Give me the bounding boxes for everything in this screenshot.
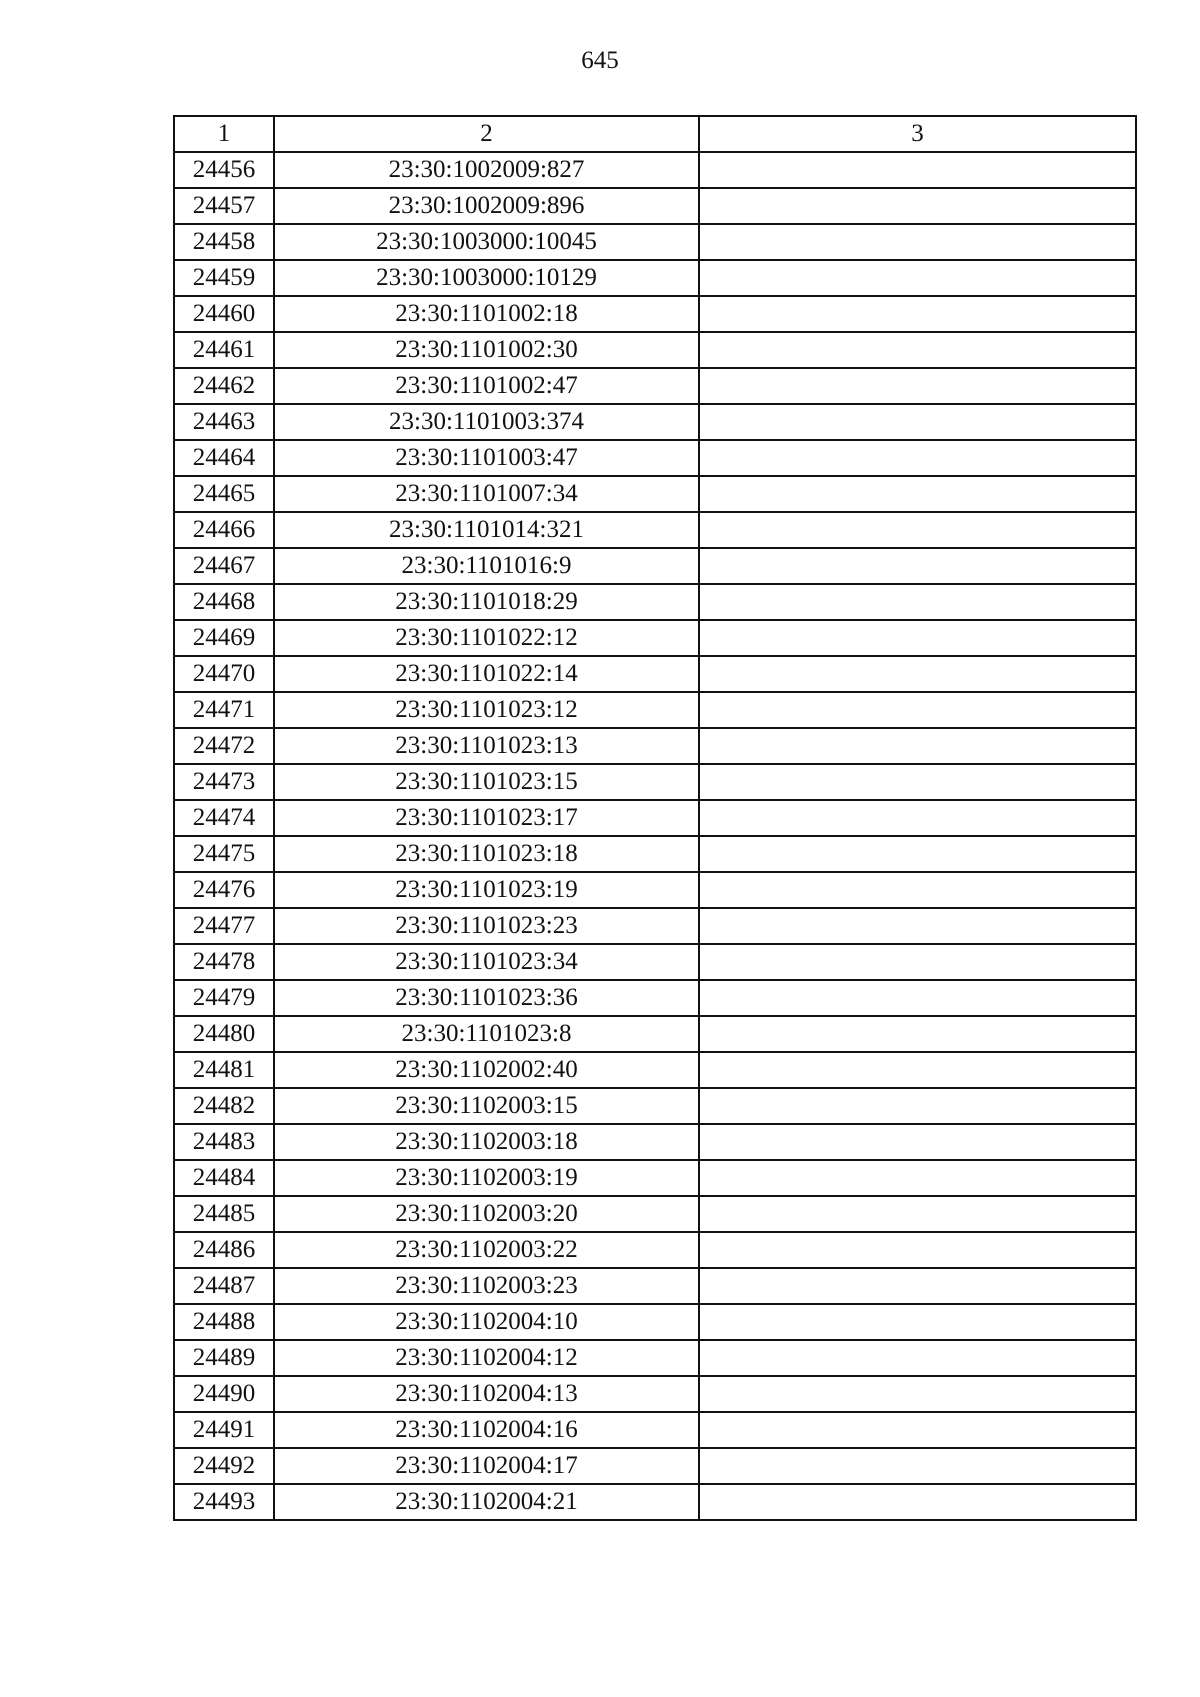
- cadastral-number-cell: 23:30:1102003:22: [274, 1232, 699, 1268]
- note-cell: [699, 1448, 1136, 1484]
- table-row: [174, 1196, 1136, 1232]
- row-number-cell: 24462: [174, 368, 274, 404]
- table-row: [174, 908, 1136, 944]
- table-row: [174, 764, 1136, 800]
- table-row: [174, 728, 1136, 764]
- cadastral-number-cell: 23:30:1101023:36: [274, 980, 699, 1016]
- table-header: [174, 116, 1136, 152]
- table-row: [174, 1232, 1136, 1268]
- row-number-cell: 24460: [174, 296, 274, 332]
- table-row: [174, 1160, 1136, 1196]
- row-number-cell: 24491: [174, 1412, 274, 1448]
- row-number-cell: 24463: [174, 404, 274, 440]
- note-cell: [699, 872, 1136, 908]
- note-cell: [699, 1088, 1136, 1124]
- table-row: [174, 1016, 1136, 1052]
- row-number-cell: 24489: [174, 1340, 274, 1376]
- cadastral-number-cell: 23:30:1101002:47: [274, 368, 699, 404]
- table-row: [174, 584, 1136, 620]
- note-cell: [699, 404, 1136, 440]
- cadastral-number-cell: 23:30:1101007:34: [274, 476, 699, 512]
- note-cell: [699, 1052, 1136, 1088]
- row-number-cell: 24493: [174, 1484, 274, 1520]
- row-number-cell: 24484: [174, 1160, 274, 1196]
- table-body: [174, 152, 1136, 1520]
- table-row: [174, 368, 1136, 404]
- row-number-cell: 24458: [174, 224, 274, 260]
- cadastral-number-cell: 23:30:1102004:16: [274, 1412, 699, 1448]
- cadastral-number-cell: 23:30:1101002:30: [274, 332, 699, 368]
- table-row: [174, 1268, 1136, 1304]
- cadastral-number-cell: 23:30:1102004:13: [274, 1376, 699, 1412]
- cadastral-number-cell: 23:30:1102003:19: [274, 1160, 699, 1196]
- note-cell: [699, 332, 1136, 368]
- table-row: [174, 800, 1136, 836]
- cadastral-number-cell: 23:30:1102004:17: [274, 1448, 699, 1484]
- cadastral-number-cell: 23:30:1101003:47: [274, 440, 699, 476]
- note-cell: [699, 1016, 1136, 1052]
- table-row: [174, 476, 1136, 512]
- row-number-cell: 24468: [174, 584, 274, 620]
- table-row: [174, 188, 1136, 224]
- header-row: [174, 116, 1136, 152]
- table-row: [174, 1484, 1136, 1520]
- table-row: [174, 404, 1136, 440]
- row-number-cell: 24459: [174, 260, 274, 296]
- table-row: [174, 872, 1136, 908]
- table-row: [174, 1412, 1136, 1448]
- note-cell: [699, 548, 1136, 584]
- cadastral-number-cell: 23:30:1101023:8: [274, 1016, 699, 1052]
- table-row: [174, 512, 1136, 548]
- note-cell: [699, 1304, 1136, 1340]
- cadastral-number-cell: 23:30:1102003:23: [274, 1268, 699, 1304]
- row-number-cell: 24465: [174, 476, 274, 512]
- cadastral-number-cell: 23:30:1101018:29: [274, 584, 699, 620]
- table-row: [174, 1088, 1136, 1124]
- row-number-cell: 24474: [174, 800, 274, 836]
- table-row: [174, 440, 1136, 476]
- note-cell: [699, 764, 1136, 800]
- cadastral-number-cell: 23:30:1101023:13: [274, 728, 699, 764]
- note-cell: [699, 836, 1136, 872]
- cadastral-number-cell: 23:30:1002009:896: [274, 188, 699, 224]
- cadastral-number-cell: 23:30:1101016:9: [274, 548, 699, 584]
- note-cell: [699, 1196, 1136, 1232]
- cadastral-number-cell: 23:30:1101023:34: [274, 944, 699, 980]
- note-cell: [699, 1412, 1136, 1448]
- note-cell: [699, 1376, 1136, 1412]
- note-cell: [699, 368, 1136, 404]
- note-cell: [699, 188, 1136, 224]
- cadastral-number-cell: 23:30:1101014:321: [274, 512, 699, 548]
- table-row: [174, 620, 1136, 656]
- row-number-cell: 24464: [174, 440, 274, 476]
- registry-table: [173, 115, 1137, 1521]
- row-number-cell: 24492: [174, 1448, 274, 1484]
- cadastral-number-cell: 23:30:1101023:12: [274, 692, 699, 728]
- column-header-2: 2: [274, 116, 699, 152]
- cadastral-number-cell: 23:30:1002009:827: [274, 152, 699, 188]
- table-row: [174, 1376, 1136, 1412]
- note-cell: [699, 1232, 1136, 1268]
- cadastral-number-cell: 23:30:1101003:374: [274, 404, 699, 440]
- table-row: [174, 1124, 1136, 1160]
- table-row: [174, 656, 1136, 692]
- row-number-cell: 24485: [174, 1196, 274, 1232]
- cadastral-number-cell: 23:30:1003000:10045: [274, 224, 699, 260]
- note-cell: [699, 656, 1136, 692]
- cadastral-number-cell: 23:30:1101022:14: [274, 656, 699, 692]
- note-cell: [699, 260, 1136, 296]
- note-cell: [699, 1124, 1136, 1160]
- row-number-cell: 24467: [174, 548, 274, 584]
- row-number-cell: 24470: [174, 656, 274, 692]
- table-row: [174, 980, 1136, 1016]
- table-row: [174, 548, 1136, 584]
- table-row: [174, 944, 1136, 980]
- row-number-cell: 24472: [174, 728, 274, 764]
- table-row: [174, 1448, 1136, 1484]
- row-number-cell: 24479: [174, 980, 274, 1016]
- row-number-cell: 24482: [174, 1088, 274, 1124]
- row-number-cell: 24478: [174, 944, 274, 980]
- row-number-cell: 24477: [174, 908, 274, 944]
- row-number-cell: 24457: [174, 188, 274, 224]
- cadastral-number-cell: 23:30:1101023:18: [274, 836, 699, 872]
- note-cell: [699, 512, 1136, 548]
- cadastral-number-cell: 23:30:1102004:10: [274, 1304, 699, 1340]
- row-number-cell: 24490: [174, 1376, 274, 1412]
- note-cell: [699, 152, 1136, 188]
- row-number-cell: 24471: [174, 692, 274, 728]
- note-cell: [699, 1484, 1136, 1520]
- row-number-cell: 24480: [174, 1016, 274, 1052]
- row-number-cell: 24483: [174, 1124, 274, 1160]
- table-row: [174, 836, 1136, 872]
- table-row: [174, 1304, 1136, 1340]
- row-number-cell: 24487: [174, 1268, 274, 1304]
- cadastral-number-cell: 23:30:1102003:15: [274, 1088, 699, 1124]
- row-number-cell: 24488: [174, 1304, 274, 1340]
- cadastral-number-cell: 23:30:1101023:17: [274, 800, 699, 836]
- row-number-cell: 24456: [174, 152, 274, 188]
- note-cell: [699, 944, 1136, 980]
- note-cell: [699, 584, 1136, 620]
- note-cell: [699, 692, 1136, 728]
- row-number-cell: 24469: [174, 620, 274, 656]
- page-number: 645: [581, 47, 619, 74]
- note-cell: [699, 1268, 1136, 1304]
- row-number-cell: 24476: [174, 872, 274, 908]
- cadastral-number-cell: 23:30:1101022:12: [274, 620, 699, 656]
- row-number-cell: 24486: [174, 1232, 274, 1268]
- cadastral-number-cell: 23:30:1102003:18: [274, 1124, 699, 1160]
- cadastral-number-cell: 23:30:1102002:40: [274, 1052, 699, 1088]
- cadastral-number-cell: 23:30:1102003:20: [274, 1196, 699, 1232]
- row-number-cell: 24466: [174, 512, 274, 548]
- note-cell: [699, 296, 1136, 332]
- note-cell: [699, 440, 1136, 476]
- cadastral-number-cell: 23:30:1101002:18: [274, 296, 699, 332]
- cadastral-number-cell: 23:30:1101023:15: [274, 764, 699, 800]
- cadastral-number-cell: 23:30:1102004:21: [274, 1484, 699, 1520]
- cadastral-number-cell: 23:30:1101023:19: [274, 872, 699, 908]
- note-cell: [699, 980, 1136, 1016]
- note-cell: [699, 728, 1136, 764]
- table-row: [174, 1052, 1136, 1088]
- table-row: [174, 692, 1136, 728]
- column-header-1: 1: [174, 116, 274, 152]
- note-cell: [699, 224, 1136, 260]
- table-row: [174, 296, 1136, 332]
- table-row: [174, 224, 1136, 260]
- row-number-cell: 24481: [174, 1052, 274, 1088]
- note-cell: [699, 800, 1136, 836]
- note-cell: [699, 1160, 1136, 1196]
- row-number-cell: 24461: [174, 332, 274, 368]
- cadastral-number-cell: 23:30:1101023:23: [274, 908, 699, 944]
- table-row: [174, 152, 1136, 188]
- row-number-cell: 24475: [174, 836, 274, 872]
- note-cell: [699, 908, 1136, 944]
- cadastral-number-cell: 23:30:1102004:12: [274, 1340, 699, 1376]
- table-row: [174, 332, 1136, 368]
- row-number-cell: 24473: [174, 764, 274, 800]
- cadastral-number-cell: 23:30:1003000:10129: [274, 260, 699, 296]
- column-header-3: 3: [699, 116, 1136, 152]
- table-row: [174, 1340, 1136, 1376]
- note-cell: [699, 476, 1136, 512]
- table-row: [174, 260, 1136, 296]
- note-cell: [699, 1340, 1136, 1376]
- note-cell: [699, 620, 1136, 656]
